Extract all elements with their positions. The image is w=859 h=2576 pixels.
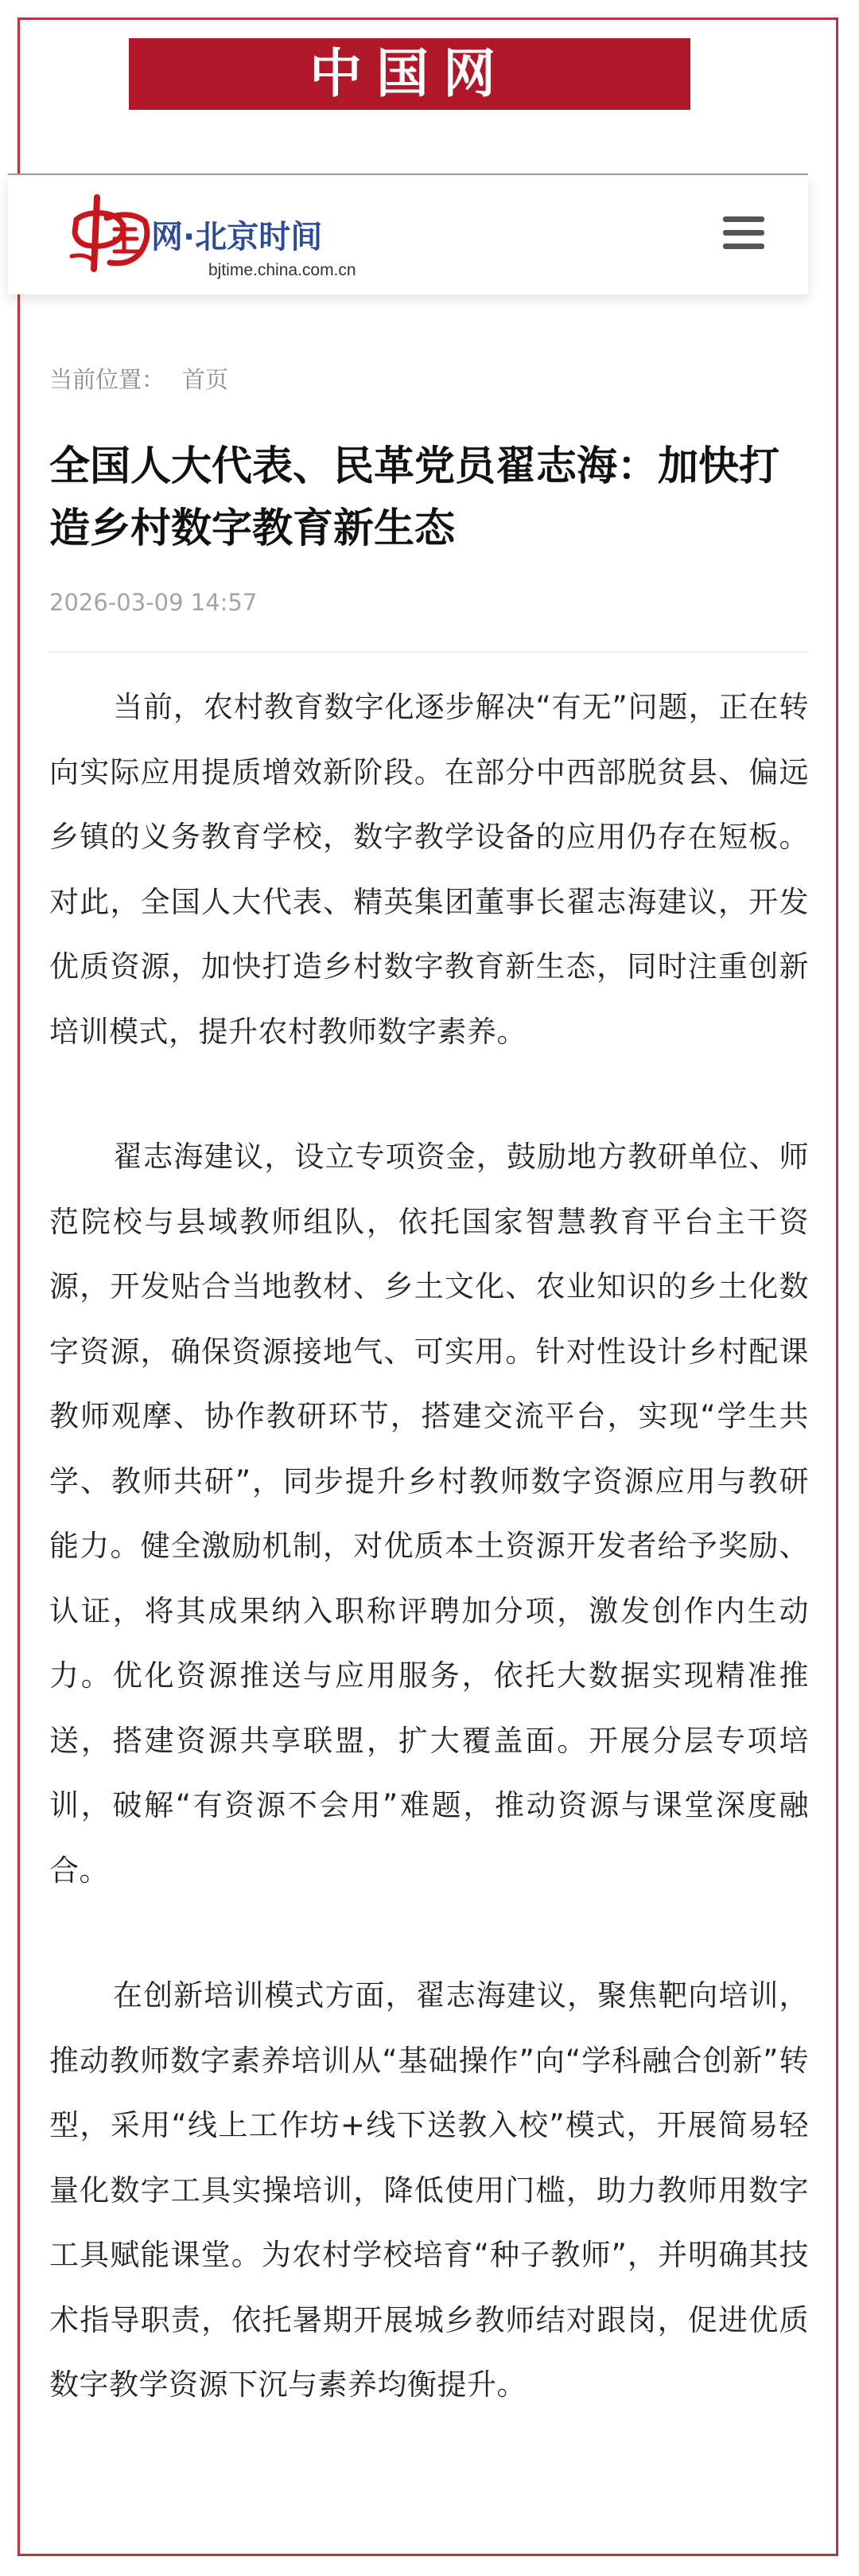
breadcrumb-label: 当前位置： [49, 366, 165, 393]
site-logo[interactable] [62, 189, 476, 277]
article-paragraph: 当前，农村教育数字化逐步解决“有无”问题，正在转向实际应用提质增效新阶段。在部分中西部脱贫县、偏远乡镇的义务教育学校，数字教学设备的应用仍存在短板。对此，全国人大代表、精英集团董事长翟志海建议，开发优质资源，加快打造乡村数字教育新生态，同时注重创新培训模式，提升农村教师数字素养。 [49, 690, 809, 1049]
article-title: 全国人大代表、民革党员翟志海：加快打造乡村数字教育新生态 [49, 443, 780, 552]
china-net-logo-icon [62, 189, 157, 277]
article-paragraph: 翟志海建议，设立专项资金，鼓励地方教研单位、师范院校与县域教师组队，依托国家智慧教育平台主干资源，开发贴合当地教材、乡土文化、农业知识的乡土化数字资源，确保资源接地气、可实用。针对性设计乡村配课教师观摩、协作教研环节，搭建交流平台，实现“学生共学、教师共研”，同步提升乡村教师数字资源应用与教研能力。健全激励机制，对优质本土资源开发者给予奖励、认证，将其成果纳入职称评聘加分项，激发创作内生动力。优化资源推送与应用服务，依托大数据实现精准推送，搭建资源共享联盟，扩大覆盖面。开展分层专项培训，破解“有资源不会用”难题，推动资源与课堂深度融合。 [49, 1140, 809, 1888]
logo-text: 网·北京时间 [151, 219, 323, 255]
site-banner[interactable]: 中国网 [129, 38, 690, 110]
article-date: 2026-03-09 14:57 [49, 589, 258, 616]
menu-bar [723, 244, 764, 249]
article-paragraph: 在创新培训模式方面，翟志海建议，聚焦靶向培训，推动教师数字素养培训从“基础操作”向“学科融合创新”转型，采用“线上工作坊+线下送教入校”模式，开展简易轻量化数字工具实操培训，降低使用门槛，助力教师用数字工具赋能课堂。为农村学校培育“种子教师”，并明确其技术指导职责，依托暑期开展城乡教师结对跟岗，促进优质数字教学资源下沉与素养均衡提升。 [49, 1978, 809, 2402]
breadcrumb-home-link[interactable]: 首页 [182, 366, 229, 393]
hamburger-menu-icon[interactable] [723, 216, 764, 251]
menu-bar [723, 230, 764, 236]
article-body [49, 675, 809, 2478]
menu-bar [723, 216, 764, 222]
logo-url: bjtime.china.com.cn [208, 261, 356, 279]
breadcrumb [49, 362, 228, 395]
site-header [8, 173, 808, 294]
divider [49, 651, 809, 653]
